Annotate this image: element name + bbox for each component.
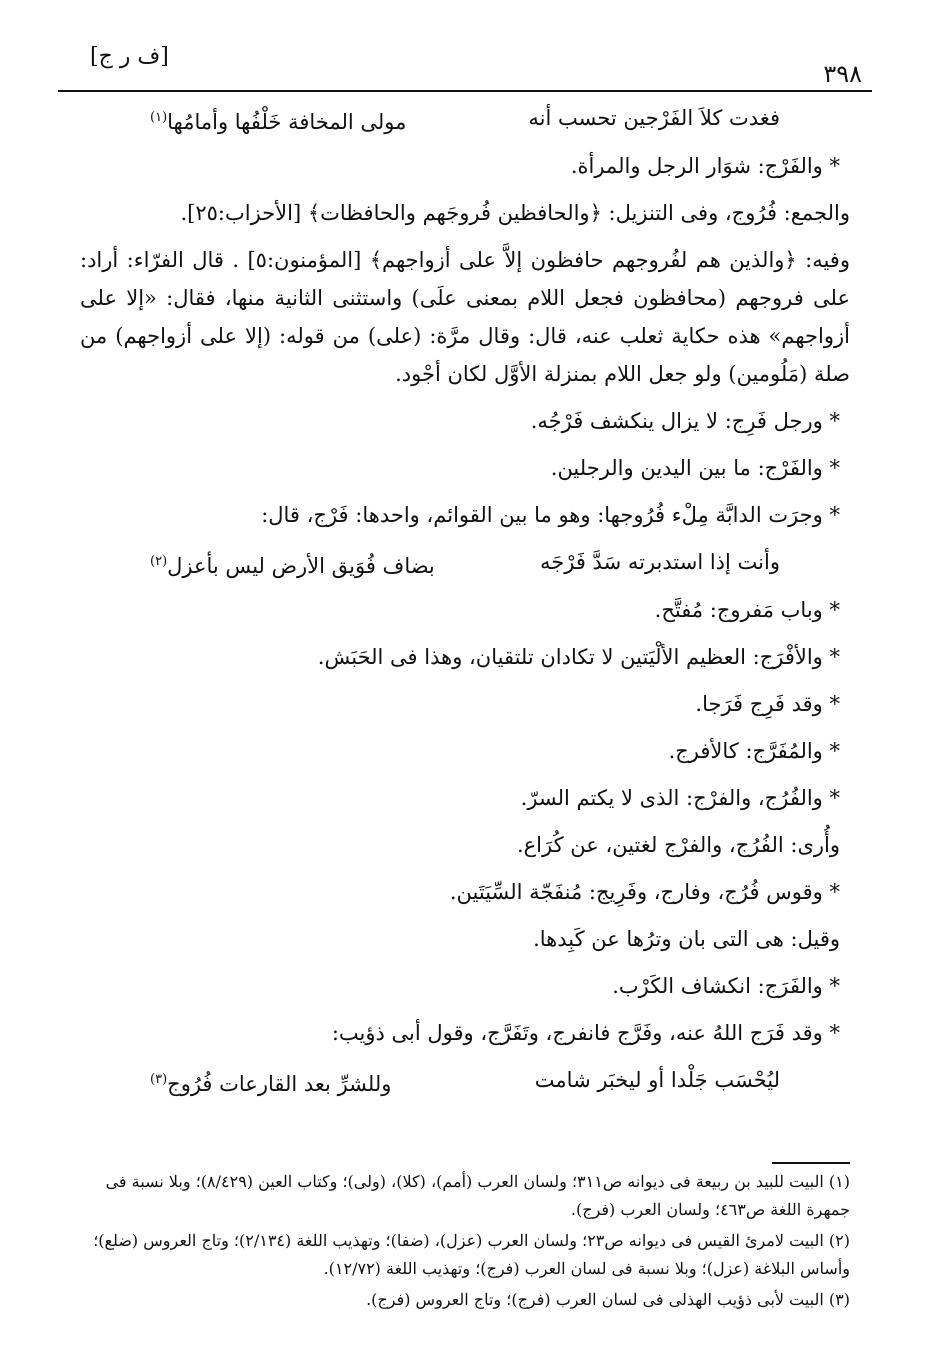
footnote-marker: (٣)	[150, 1072, 168, 1087]
footnote: (٢) البيت لامرئ القيس فى ديوانه ص٢٣؛ ولسان العرب (عزل)، (ضفا)؛ وتهذيب اللغة (٢/١٣٤)؛ وتاج العروس (ضلع)؛ وأساس البلاغة (عزل)؛ وبلا نسبة فى لسان العرب (فرج)؛ وتهذيب اللغة (١٢/٧٢).	[93, 1231, 850, 1278]
verse-first-hemistich: فغدت كلاَ الفَرْجين تحسب أنه	[528, 106, 780, 130]
page-header	[58, 40, 872, 92]
paragraph: * والفُرُج، والفرْج: الذى لا يكتم السرّ.	[520, 786, 840, 810]
paragraph: * والمُفَرَّج: كالأفرج.	[668, 739, 840, 763]
poetry-verse	[80, 1061, 850, 1103]
paragraph: * والأفْرَج: العظيم الألْيَتين لا تكادان تلتقيان، وهذا فى الحَبَش.	[317, 645, 840, 669]
paragraph: * وقوس فُرُج، وفارج، وفَرِيج: مُنفَجّة السِّيَتَين.	[449, 880, 840, 904]
verse-second-hemistich	[150, 1061, 391, 1103]
poetry-verse	[80, 543, 850, 585]
page-number: ٣٩٨	[823, 60, 862, 88]
main-text	[80, 95, 850, 1109]
verse-first-hemistich: ليُحْسَب جَلْدا أو ليخبَر شامت	[534, 1068, 780, 1092]
footnote-divider	[772, 1162, 850, 1164]
footnote: (٣) البيت لأبى ذؤيب الهذلى فى لسان العرب (فرج)؛ وتاج العروس (فرج).	[366, 1290, 850, 1309]
paragraph: * والفَرَج: انكشاف الكَرْب.	[612, 974, 840, 998]
paragraph: وأُرى: الفُرُج، والفرْج لغتين، عن كُرَاع.	[516, 833, 840, 857]
footnote-marker: (١)	[150, 110, 168, 125]
paragraph: * وباب مَفروج: مُفتَّح.	[654, 598, 840, 622]
paragraph: والجمع: فُرُوج، وفى التنزيل: ﴿والحافظين فُروجَهم والحافظات﴾ [الأحزاب:٢٥].	[180, 201, 850, 225]
paragraph: * والفَرْج: ما بين اليدين والرجلين.	[550, 456, 840, 480]
verse-first-hemistich: وأنت إذا استدبرته سَدَّ فَرْجَه	[540, 550, 780, 574]
paragraph: وفيه: ﴿والذين هم لفُروجهم حافظون إلاَّ على أزواجهم﴾ [المؤمنون:٥] . قال الفرّاء: أراد: على فروجهم (محافظون فجعل اللام بمعنى علَى) واستثنى الثانية منها، فقال: «إلا على أزواجهم» هذه حكاية ثعلب عنه، قال: وقال مرَّة: (على) من قوله: (إلا على أزواجهم) من صلة (مَلُومين) ولو جعل اللام بمنزلة الأوَّل لكان أجْود.	[80, 248, 850, 386]
poetry-verse	[80, 99, 850, 141]
paragraph: * والفَرْج: شوَار الرجل والمرأة.	[570, 154, 840, 178]
verse-second-hemistich	[150, 99, 406, 141]
paragraph: * وقد فَرَج اللهُ عنه، وفَرَّج فانفرج، وتَفَرَّج، وقول أبى ذؤيب:	[331, 1021, 840, 1045]
verse-second-hemistich-text: وللشرِّ بعد القارعات فُرُوج	[167, 1072, 392, 1096]
footnote: (١) البيت للبيد بن ربيعة فى ديوانه ص٣١١؛ ولسان العرب (أمم)، (كلا)، (ولى)؛ وكتاب العين (٨/٤٢٩)؛ وبلا نسبة فى جمهرة اللغة ص٤٦٣؛ ولسان العرب (فرج).	[105, 1172, 850, 1219]
root-label: [ف ر ج]	[90, 44, 169, 69]
paragraph: * وجرَت الدابَّة مِلْء فُرُوجها: وهو ما بين القوائم، واحدها: فَرْج، قال:	[261, 503, 840, 527]
verse-second-hemistich-text: مولى المخافة خَلْفُها وأمامُها	[167, 110, 407, 134]
paragraph: * وقد فَرِج فَرَجا.	[695, 692, 840, 716]
footnotes	[80, 1168, 850, 1317]
paragraph: * ورجل فَرِج: لا يزال ينكشف فَرْجُه.	[530, 409, 840, 433]
paragraph: وقيل: هى التى بان وترُها عن كَبِدها.	[533, 927, 840, 951]
footnote-marker: (٢)	[150, 554, 168, 569]
verse-second-hemistich-text: بضاف فُوَيق الأرض ليس بأعزل	[167, 554, 435, 578]
verse-second-hemistich	[150, 543, 435, 585]
